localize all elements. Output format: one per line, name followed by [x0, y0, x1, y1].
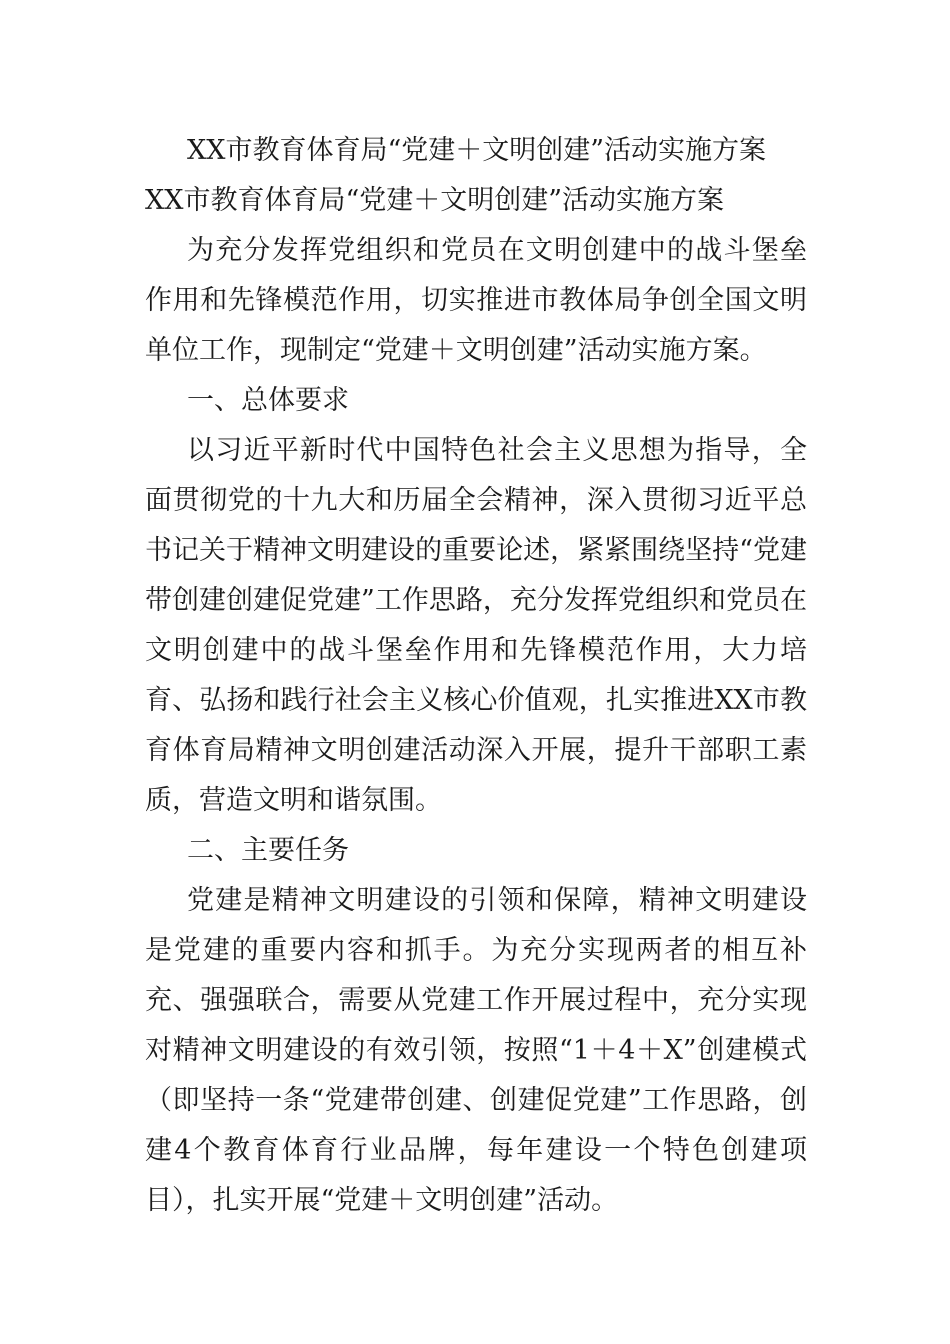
section-paragraph-general-requirements: 以习近平新时代中国特色社会主义思想为指导，全面贯彻党的十九大和历届全会精神，深入贯彻习近平总书记关于精神文明建设的重要论述，紧紧围绕坚持“党建带创建创建促党建”工作思路，充分发挥党组织和党员在文明创建中的战斗堡垒作用和先锋模范作用，大力培育、弘扬和践行社会主义核心价值观，扎实推进XX市教育体育局精神文明创建活动深入开展，提升干部职工素质，营造文明和谐氛围。	[145, 435, 807, 816]
section-paragraph-main-tasks: 党建是精神文明建设的引领和保障，精神文明建设是党建的重要内容和抓手。为充分实现两者的相互补充、强强联合，需要从党建工作开展过程中，充分实现对精神文明建设的有效引领，按照“1＋4＋X”创建模式（即坚持一条“党建带创建、创建促党建”工作思路，创建4个教育体育行业品牌，每年建设一个特色创建项目），扎实开展“党建＋文明创建”活动。	[145, 885, 807, 1216]
section-heading-general-requirements: 一、总体要求	[187, 385, 349, 416]
intro-paragraph: 为充分发挥党组织和党员在文明创建中的战斗堡垒作用和先锋模范作用，切实推进市教体局争创全国文明单位工作，现制定“党建＋文明创建”活动实施方案。	[145, 235, 807, 366]
section-heading-main-tasks: 二、主要任务	[187, 835, 349, 866]
document-subtitle: XX市教育体育局“党建＋文明创建”活动实施方案	[145, 185, 725, 216]
document-title: XX市教育体育局“党建＋文明创建”活动实施方案	[187, 135, 767, 166]
document-body	[145, 126, 807, 1226]
